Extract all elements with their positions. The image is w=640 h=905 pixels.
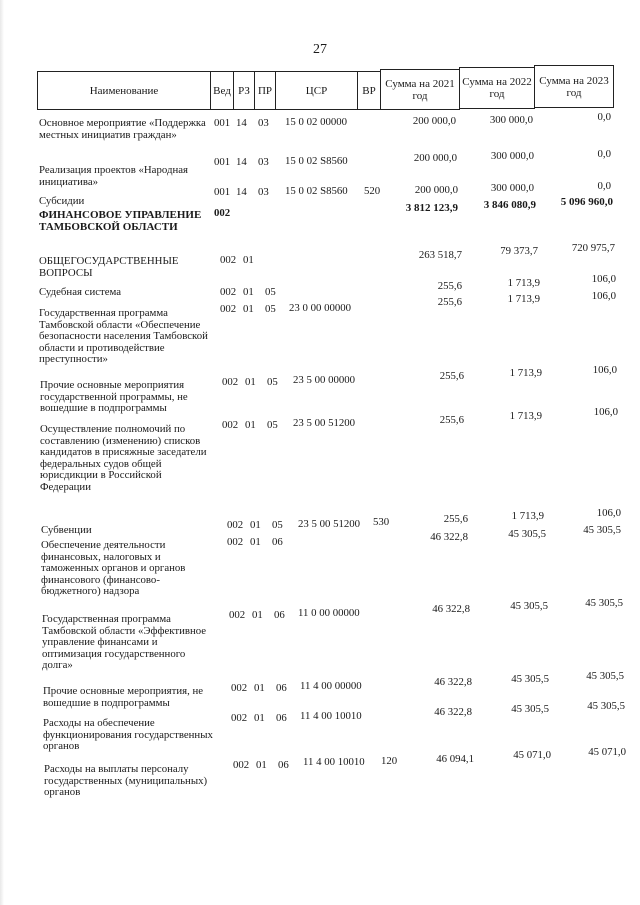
row-pr: 06: [278, 759, 289, 771]
row-rz: 01: [254, 682, 265, 694]
row-sum-2022: 45 305,5: [511, 703, 549, 715]
scan-edge: [0, 0, 4, 905]
row-sum-2022: 1 713,9: [511, 510, 544, 522]
row-sum-2021: 255,6: [439, 370, 464, 382]
row-ved: 002: [231, 682, 248, 694]
row-sum-2023: 45 305,5: [586, 670, 624, 682]
row-sum-2023: 106,0: [596, 507, 621, 519]
row-sum-2022: 79 373,7: [500, 245, 538, 257]
row-pr: 06: [272, 536, 283, 548]
header-sum-2023: Сумма на 2023 год: [534, 65, 614, 108]
row-rz: 14: [236, 186, 247, 198]
row-name: Реализация проектов «Народная инициатива»: [39, 164, 188, 188]
row-name: ОБЩЕГОСУДАРСТВЕННЫЕ ВОПРОСЫ: [39, 255, 179, 279]
row-name: Субсидии: [39, 195, 85, 207]
row-sum-2023: 106,0: [591, 290, 616, 302]
row-sum-2023: 0,0: [597, 148, 611, 160]
row-pr: 05: [265, 303, 276, 315]
row-sum-2021: 263 518,7: [418, 249, 462, 261]
row-csr: 15 0 02 S8560: [285, 185, 348, 197]
row-name: Государственная программа Тамбовской области «Эффективное управление финансами и оптимизация государственного долга»: [42, 613, 207, 672]
row-csr: 11 4 00 00000: [300, 680, 362, 692]
header-sum-2022: Сумма на 2022 год: [459, 67, 535, 109]
row-sum-2023: 45 305,5: [587, 700, 625, 712]
row-sum-2021: 46 322,8: [432, 603, 470, 615]
row-ved: 002: [222, 376, 239, 388]
row-pr: 06: [274, 609, 285, 621]
row-sum-2021: 46 322,8: [434, 706, 472, 718]
row-sum-2023: 5 096 960,0: [560, 196, 613, 208]
row-csr: 23 5 00 51200: [293, 417, 356, 429]
row-csr: 23 5 00 00000: [293, 374, 356, 386]
row-ved: 001: [214, 156, 231, 168]
row-rz: 01: [245, 376, 256, 388]
row-sum-2022: 300 000,0: [490, 150, 534, 162]
page-number: 27: [313, 42, 327, 57]
row-sum-2022: 45 305,5: [510, 600, 548, 612]
row-csr: 15 0 02 S8560: [285, 155, 348, 167]
row-csr: 11 0 00 00000: [298, 607, 360, 619]
row-pr: 06: [276, 712, 287, 724]
header-sum-2021: Сумма на 2021 год: [380, 69, 460, 110]
row-pr: 05: [265, 286, 276, 298]
row-sum-2023: 45 305,5: [585, 597, 623, 609]
row-name: Прочие основные мероприятия государственной программы, не вошедшие в подпрограммы: [40, 379, 188, 415]
row-ved: 002: [222, 419, 239, 431]
row-sum-2021: 200 000,0: [413, 152, 457, 164]
row-pr: 05: [267, 419, 278, 431]
row-sum-2021: 46 322,8: [430, 531, 468, 543]
row-sum-2021: 46 094,1: [436, 753, 474, 765]
row-name: Расходы на обеспечение функционирования государственных органов: [43, 717, 213, 753]
row-name: Основное мероприятие «Поддержка местных инициатив граждан»: [39, 117, 206, 141]
row-sum-2023: 0,0: [597, 111, 611, 123]
row-name: Субвенции: [41, 524, 92, 536]
row-rz: 01: [245, 419, 256, 431]
row-ved: 002: [220, 286, 237, 298]
row-rz: 01: [256, 759, 267, 771]
row-sum-2022: 300 000,0: [489, 114, 533, 126]
row-ved: 002: [227, 536, 244, 548]
row-rz: 01: [250, 519, 261, 531]
row-sum-2022: 45 305,5: [511, 673, 549, 685]
row-rz: 01: [243, 286, 254, 298]
row-vr: 530: [373, 516, 390, 528]
header-vr: ВР: [357, 71, 381, 110]
header-name: Наименование: [37, 71, 211, 110]
row-vr: 520: [364, 185, 381, 197]
row-rz: 01: [254, 712, 265, 724]
row-sum-2023: 106,0: [592, 364, 617, 376]
row-ved: 001: [214, 186, 231, 198]
row-sum-2023: 106,0: [593, 406, 618, 418]
row-pr: 03: [258, 156, 269, 168]
row-sum-2022: 1 713,9: [507, 293, 540, 305]
row-sum-2021: 46 322,8: [434, 676, 472, 688]
row-ved: 002: [220, 254, 237, 266]
row-sum-2023: 0,0: [597, 180, 611, 192]
row-name: Прочие основные мероприятия, не вошедшие в подпрограммы: [43, 685, 204, 709]
row-sum-2023: 720 975,7: [571, 242, 615, 254]
row-sum-2022: 45 071,0: [513, 749, 551, 761]
row-ved: 002: [214, 207, 231, 219]
row-sum-2022: 3 846 080,9: [483, 199, 536, 211]
row-sum-2022: 1 713,9: [507, 277, 540, 289]
header-rz: РЗ: [233, 71, 255, 110]
row-ved: 002: [227, 519, 244, 531]
row-pr: 05: [272, 519, 283, 531]
row-sum-2021: 255,6: [443, 513, 468, 525]
row-sum-2021: 255,6: [439, 414, 464, 426]
row-name: Обеспечение деятельности финансовых, налоговых и таможенных органов и органов финансового (финансово-бюджетного) надзора: [41, 539, 186, 598]
row-rz: 01: [243, 303, 254, 315]
row-ved: 001: [214, 117, 231, 129]
row-csr: 15 0 02 00000: [285, 116, 348, 128]
row-sum-2023: 45 305,5: [583, 524, 621, 536]
row-ved: 002: [220, 303, 237, 315]
row-sum-2021: 3 812 123,9: [405, 202, 458, 214]
row-sum-2023: 106,0: [591, 273, 616, 285]
row-sum-2021: 255,6: [437, 280, 462, 292]
row-sum-2021: 200 000,0: [414, 184, 458, 196]
row-pr: 03: [258, 117, 269, 129]
row-name: Судебная система: [39, 286, 122, 298]
row-rz: 14: [236, 117, 247, 129]
row-sum-2022: 300 000,0: [490, 182, 534, 194]
row-ved: 002: [233, 759, 250, 771]
row-name: Расходы на выплаты персоналу государственных (муниципальных) органов: [44, 763, 208, 799]
row-pr: 05: [267, 376, 278, 388]
row-csr: 11 4 00 10010: [300, 710, 362, 722]
header-ved: Вед: [210, 71, 234, 110]
row-sum-2023: 45 071,0: [588, 746, 626, 758]
row-name: ФИНАНСОВОЕ УПРАВЛЕНИЕ ТАМБОВСКОЙ ОБЛАСТИ: [39, 209, 202, 233]
row-sum-2022: 1 713,9: [509, 367, 542, 379]
row-rz: 01: [252, 609, 263, 621]
row-csr: 23 5 00 51200: [298, 518, 361, 530]
header-csr: ЦСР: [275, 71, 358, 110]
row-csr: 23 0 00 00000: [289, 302, 352, 314]
row-rz: 01: [243, 254, 254, 266]
row-vr: 120: [381, 755, 398, 767]
row-rz: 01: [250, 536, 261, 548]
row-csr: 11 4 00 10010: [303, 756, 365, 768]
row-sum-2022: 1 713,9: [509, 410, 542, 422]
row-pr: 06: [276, 682, 287, 694]
row-ved: 002: [231, 712, 248, 724]
row-name: Осуществление полномочий по составлению (изменению) списков кандидатов в присяжные заседатели федеральных судов общей юрисдикции в Российской Федерации: [40, 423, 207, 493]
row-sum-2022: 45 305,5: [508, 528, 546, 540]
row-name: Государственная программа Тамбовской области «Обеспечение безопасности населения Тамбовской области и противодействие преступности»: [39, 307, 208, 366]
header-pr: ПР: [254, 71, 276, 110]
row-pr: 03: [258, 186, 269, 198]
row-ved: 002: [229, 609, 246, 621]
row-sum-2021: 200 000,0: [412, 115, 456, 127]
row-sum-2021: 255,6: [437, 296, 462, 308]
row-rz: 14: [236, 156, 247, 168]
